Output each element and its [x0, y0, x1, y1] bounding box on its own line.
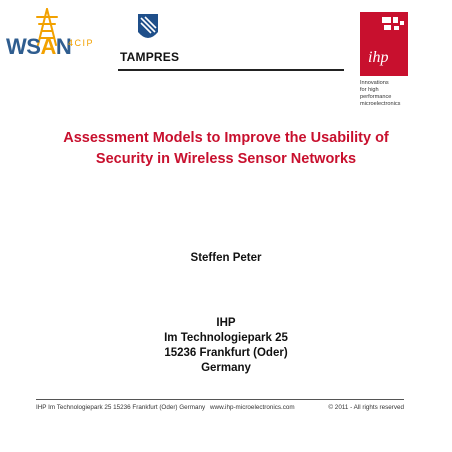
slide-title	[20, 128, 432, 170]
tampres-logo-icon	[136, 12, 160, 46]
address-line: IHP	[216, 317, 236, 329]
footer-website-link[interactable]: www.ihp-microelectronics.com	[210, 404, 295, 411]
wsan-wordmark	[6, 34, 71, 60]
ihp-logo	[360, 12, 408, 76]
wsan-word-start: WS	[6, 34, 41, 59]
tampres-name: TAMPRES	[120, 50, 180, 64]
address-line: 15236 Frankfurt (Oder)	[164, 347, 288, 359]
wsan-suffix: 4CIP	[68, 38, 95, 48]
author-name: Steffen Peter	[190, 252, 262, 264]
address-line: Germany	[201, 362, 251, 374]
ihp-tagline-line: Innovations	[360, 80, 389, 86]
affiliation-address	[20, 316, 432, 376]
footer-address: IHP Im Technologiepark 25 15236 Frankfurt (Oder) Germany	[36, 404, 206, 411]
ihp-logo-icon	[360, 12, 408, 76]
ihp-tagline-line: for high	[360, 87, 379, 93]
ihp-tagline-line: microelectronics	[360, 101, 401, 107]
slide-title-line: Assessment Models to Improve the Usability of	[63, 130, 389, 146]
ihp-mark-text: ihp	[368, 49, 389, 66]
header-divider	[118, 69, 344, 71]
footer-divider	[36, 399, 404, 400]
wsan-word-end: N	[55, 34, 72, 59]
footer-copyright: © 2011 - All rights reserved	[328, 404, 404, 411]
address-line: Im Technologiepark 25	[164, 332, 288, 344]
ihp-tagline-line: performance	[360, 94, 392, 100]
ihp-tagline	[360, 80, 440, 108]
wsan-word-a: A	[40, 34, 56, 59]
slide-title-line: Security in Wireless Sensor Networks	[95, 151, 357, 167]
